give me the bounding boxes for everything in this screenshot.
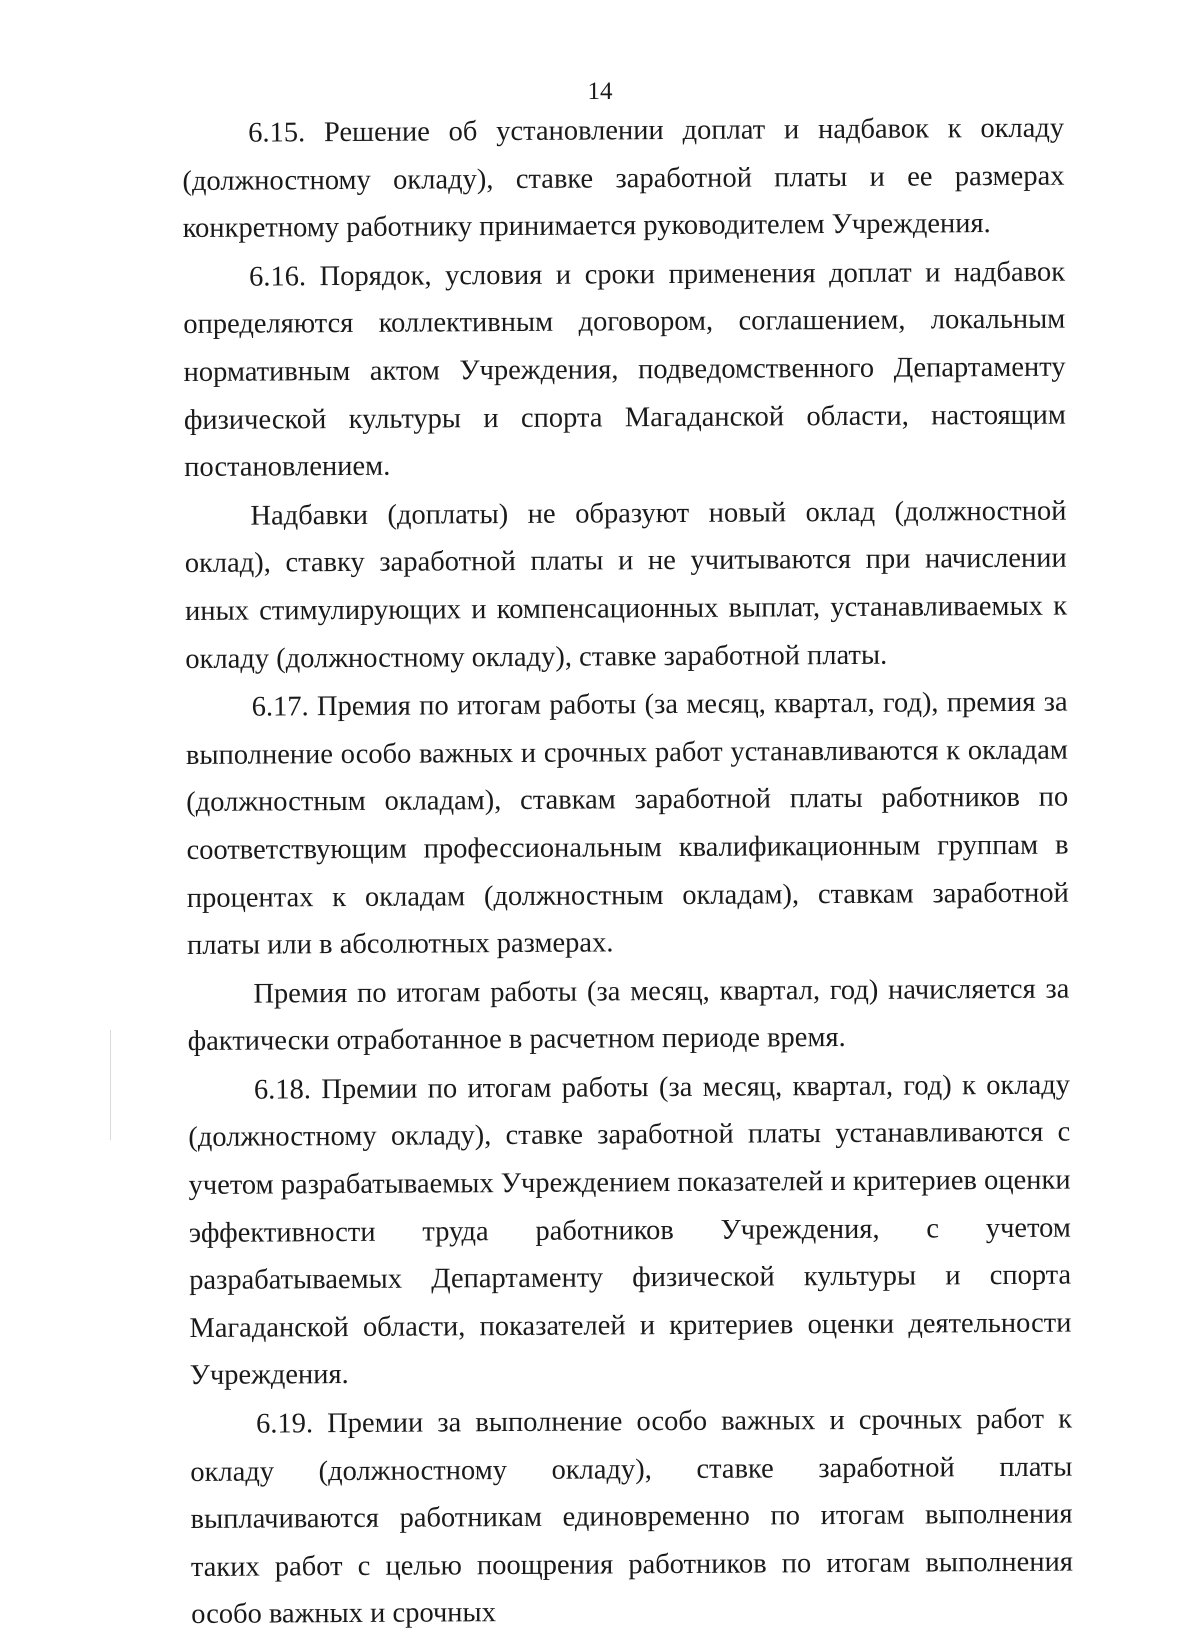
paragraph-bonus-accrual: Премия по итогам работы (за месяц, квартал, год) начисляется за фактически отработанное в расчетном периоде время. <box>187 973 1070 1058</box>
paragraph-6-19: 6.19. Премии за выполнение особо важных и срочных работ к окладу (должностному окладу), ставке заработной платы выплачиваются работникам единовременно по итогам выполнения таких работ с целью поощрения работников по итогам выполнения особо важных и срочных <box>190 1403 1073 1631</box>
paragraph-allowances: Надбавки (доплаты) не образуют новый оклад (должностной оклад), ставку заработной платы и не учитываются при начислении иных стимулирующих и компенсационных выплат, устанавливаемых к окладу (должностному окладу), ставке заработной платы. <box>184 495 1068 675</box>
page-number: 14 <box>587 78 613 105</box>
paragraph-6-15: 6.15. Решение об установлении доплат и надбавок к окладу (должностному окладу), ставке заработной платы и ее размерах конкретному работнику принимается руководителем Учреждения. <box>182 112 1065 245</box>
paragraph-6-17: 6.17. Премия по итогам работы (за месяц, квартал, год), премия за выполнение особо важных и срочных работ устанавливаются к окладам (должностным окладам), ставкам заработной платы работников по соответствующим профессиональным квалификационным группам в процентах к окладам (должностным окладам), ставкам заработной платы или в абсолютных размерах. <box>185 686 1069 962</box>
document-body <box>182 105 1073 1640</box>
paragraph-6-16: 6.16. Порядок, условия и сроки применения доплат и надбавок определяются коллективным договором, соглашением, локальным нормативным актом Учреждения, подведомственного Департаменту физической культуры и спорта Магаданской области, настоящим постановлением. <box>183 256 1066 484</box>
scan-artifact-line <box>110 1030 111 1140</box>
paragraph-6-18: 6.18. Премии по итогам работы (за месяц, квартал, год) к окладу (должностному окладу), ставке заработной платы устанавливаются с учетом разрабатываемых Учреждением показателей и критериев оценки эффективности труда работников Учреждения, с учетом разрабатываемых Департаменту физической культуры и спорта Магаданской области, показателей и критериев оценки деятельности Учреждения. <box>188 1069 1072 1392</box>
